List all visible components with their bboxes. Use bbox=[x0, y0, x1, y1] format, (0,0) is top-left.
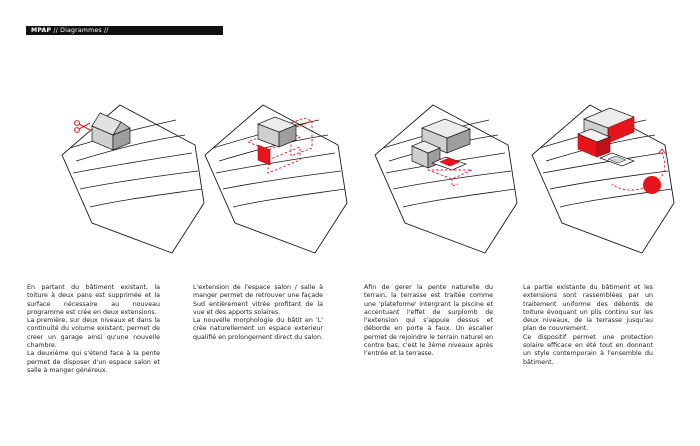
diagram-2 bbox=[205, 105, 347, 253]
caption-paragraph: En partant du bâtiment existant, la toiture à deux pans est supprimée et la surface nécessaire au nouveau programme est crée en deux extensions. bbox=[27, 284, 160, 316]
caption-paragraph: Afin de gerer la pente naturelle du terrain, la terrasse est traitée comme une 'plateforme' intergrant la piscine et accentuant l'effet de surplomb de l'extension qui s'appuie dessus et déborde en porte à faux. Un escalier permet de rejoindre le terrain naturel en contre bas; c'est le 3ème niveaux après l'entrée et la terrasse. bbox=[364, 284, 493, 358]
brand-label: MPAP bbox=[31, 27, 52, 34]
diagram-4 bbox=[532, 105, 674, 253]
scissors-icon bbox=[75, 121, 90, 133]
section-title: Diagrammes bbox=[60, 27, 102, 34]
caption-column-3 bbox=[364, 284, 493, 359]
header-separator: // bbox=[51, 27, 61, 34]
caption-column-1 bbox=[27, 284, 160, 375]
caption-paragraph: L'extension de l'espace salon / salle à manger permet de retrouver une façade Sud entièrement vitrée profitant de la vue et des apports solaires. bbox=[193, 284, 323, 316]
caption-paragraph: La nouvelle morphologie du bâtit en 'L' crée naturellement un espace exterieur qualifié en prolongement direct du salon. bbox=[193, 317, 324, 341]
caption-paragraph: La deuxième qui s'étend face à la pente permet de disposer d'un espace salon et salle à manger généreux. bbox=[27, 350, 160, 374]
caption-paragraph: La partie existante du bâtiment et les extensions sont rassemblées par un traitement uniforme des débords de toiture évoquant un plis continu sur les deux niveaux, de la terrasse jusqu'au plan de couvrement. bbox=[523, 284, 653, 333]
caption-column-4 bbox=[523, 284, 653, 367]
caption-column-2 bbox=[193, 284, 323, 342]
diagram-1 bbox=[62, 105, 204, 253]
diagram-3 bbox=[375, 105, 517, 253]
caption-paragraph: Ce dispositif permet une protection solaire efficace en été tout en donnant un style contemporain à l'ensemble du bâtiment. bbox=[523, 333, 653, 366]
caption-paragraph: La première, sur deux niveaux et dans la continuité du volume existant, permet de creer un garage ainsi qu'une nouvelle chambre. bbox=[27, 317, 160, 350]
header-suffix: // bbox=[101, 27, 109, 34]
